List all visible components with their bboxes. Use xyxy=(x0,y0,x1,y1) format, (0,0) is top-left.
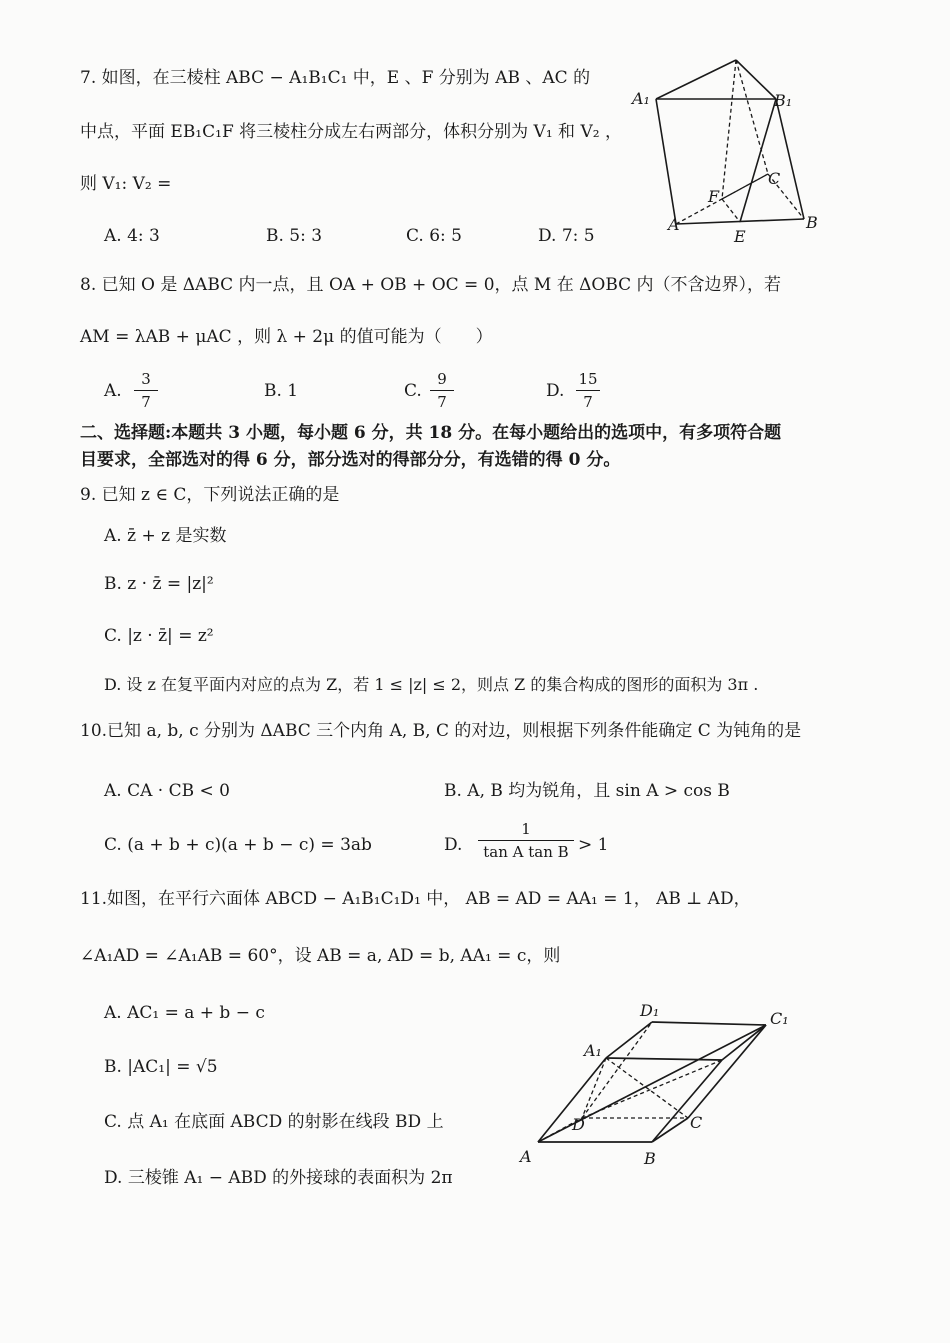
q7-option-d: D. 7: 5 xyxy=(538,226,595,246)
q11-option-d: D. 三棱锥 A₁ − ABD 的外接球的表面积为 2π xyxy=(104,1168,453,1188)
q10-option-a: A. CA · CB < 0 xyxy=(104,781,230,801)
label-c: C xyxy=(768,169,781,188)
q9-option-d: D. 设 z 在复平面内对应的点为 Z，若 1 ≤ |z| ≤ 2，则点 Z 的集合构成的图形的面积为 3π . xyxy=(104,675,759,694)
q9-option-a: A. z̄ + z 是实数 xyxy=(104,526,227,546)
label-a: A xyxy=(520,1147,532,1166)
q10-option-d-fraction xyxy=(478,822,574,860)
q8-option-a-label: A. xyxy=(104,381,122,401)
q9-stem: 9. 已知 z ∈ C，下列说法正确的是 xyxy=(80,485,340,505)
q7-line3: 则 V₁: V₂ = xyxy=(80,174,172,194)
label-b: B xyxy=(644,1149,656,1168)
q8-option-b: B. 1 xyxy=(264,381,299,401)
q11-line2: ∠A₁AD = ∠A₁AB = 60°，设 AB = a, AD = b, AA₁ = c，则 xyxy=(80,946,561,966)
section2-line1: 二、选择题:本题共 3 小题，每小题 6 分，共 18 分。在每小题给出的选项中，有多项符合题 xyxy=(80,423,782,443)
label-f: F xyxy=(708,187,720,206)
q11-option-c: C. 点 A₁ 在底面 ABCD 的射影在线段 BD 上 xyxy=(104,1112,444,1132)
q8-line1: 8. 已知 O 是 ΔABC 内一点，且 OA + OB + OC = 0，点 M 在 ΔOBC 内（不含边界），若 xyxy=(80,275,782,295)
q8-option-d-fraction xyxy=(576,372,600,410)
q8-option-d-numerator: 15 xyxy=(576,372,600,391)
q8-option-d-label: D. xyxy=(546,381,565,401)
q10-option-d-numerator: 1 xyxy=(478,822,574,841)
q10-stem: 10.已知 a, b, c 分别为 ΔABC 三个内角 A, B, C 的对边，则根据下列条件能确定 C 为钝角的是 xyxy=(80,721,802,741)
q8-line2: AM = λAB + μAC ，则 λ + 2μ 的值可能为（ ） xyxy=(80,327,493,347)
label-b: B xyxy=(806,213,818,232)
label-c: C xyxy=(690,1113,703,1132)
q7-line2: 中点，平面 EB₁C₁F 将三棱柱分成左右两部分，体积分别为 V₁ 和 V₂ ， xyxy=(80,122,622,142)
q8-option-a-fraction xyxy=(134,372,158,410)
q7-line1: 7. 如图，在三棱柱 ABC − A₁B₁C₁ 中，E 、F 分别为 AB 、AC 的 xyxy=(80,68,591,88)
label-c1: C₁ xyxy=(770,1009,789,1028)
q7-option-c: C. 6: 5 xyxy=(406,226,462,246)
q7-option-a: A. 4: 3 xyxy=(104,226,160,246)
q8-option-c-fraction xyxy=(430,372,454,410)
label-a: A xyxy=(668,215,680,234)
label-d1: D₁ xyxy=(640,1001,660,1020)
label-e: E xyxy=(734,227,746,244)
label-b1: B₁ xyxy=(774,91,793,110)
q10-option-d-denominator: tan A tan B xyxy=(483,843,569,861)
q8-option-c-label: C. xyxy=(404,381,422,401)
q8-option-a-numerator: 3 xyxy=(134,372,158,391)
q10-option-c: C. (a + b + c)(a + b − c) = 3ab xyxy=(104,835,372,855)
q11-parallelepiped-figure xyxy=(512,1000,802,1180)
q8-option-c-numerator: 9 xyxy=(430,372,454,391)
q9-option-b: B. z · z̄ = |z|² xyxy=(104,574,214,594)
q8-option-a-denominator: 7 xyxy=(141,393,151,411)
label-a1: A₁ xyxy=(632,89,650,108)
q9-option-c: C. |z · z̄| = z² xyxy=(104,626,214,646)
label-a1: A₁ xyxy=(584,1041,602,1060)
q10-option-b: B. A, B 均为锐角，且 sin A > cos B xyxy=(444,781,730,801)
q11-line1: 11.如图，在平行六面体 ABCD − A₁B₁C₁D₁ 中， AB = AD = AA₁ = 1， AB ⊥ AD， xyxy=(80,889,751,909)
q10-option-d-label: D. xyxy=(444,835,463,855)
q7-option-b: B. 5: 3 xyxy=(266,226,323,246)
q10-option-d-tail: > 1 xyxy=(578,835,609,855)
section2-line2: 目要求，全部选对的得 6 分，部分选对的得部分分，有选错的得 0 分。 xyxy=(80,450,621,470)
label-d: D xyxy=(572,1115,585,1134)
q8-option-d-denominator: 7 xyxy=(583,393,593,411)
q11-option-a: A. AC₁ = a + b − c xyxy=(104,1003,265,1023)
q11-option-b: B. |AC₁| = √5 xyxy=(104,1057,218,1077)
q8-option-c-denominator: 7 xyxy=(437,393,447,411)
q7-prism-figure xyxy=(628,44,828,244)
